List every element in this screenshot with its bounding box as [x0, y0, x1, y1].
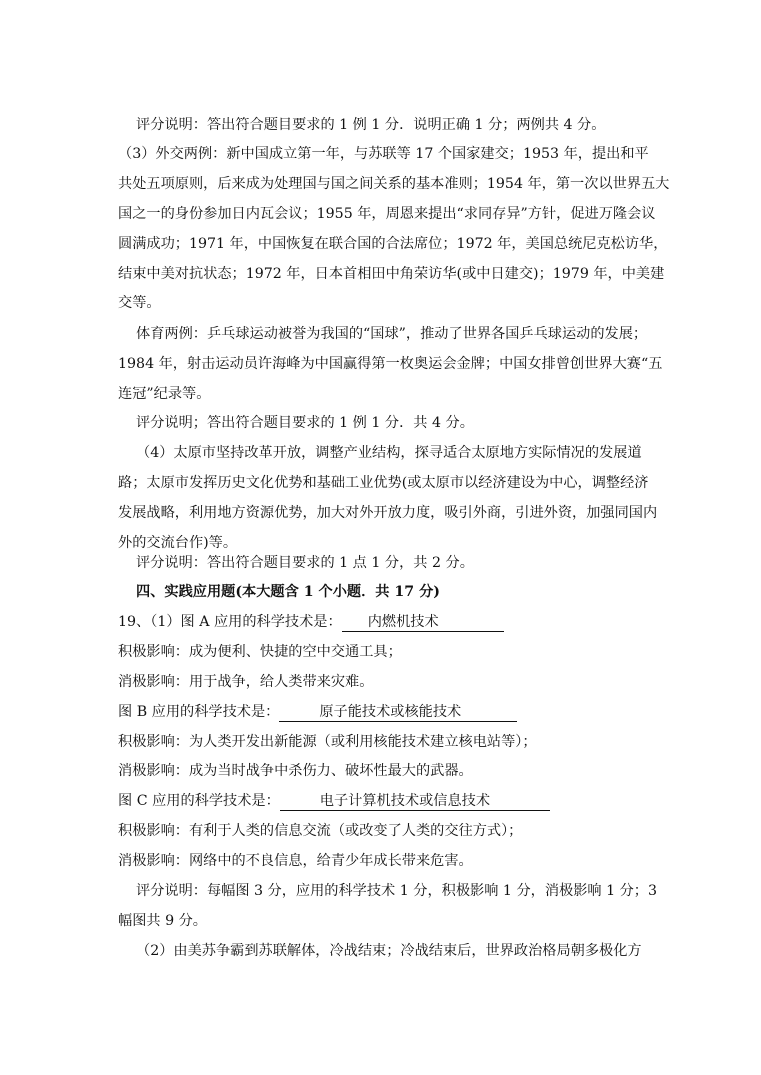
- q19-fig-b-negative: 消极影响：成为当时战争中杀伤力、破坏性最大的武器。: [118, 763, 473, 779]
- q19-scoring-note-cont: 幅图共 9 分。: [118, 913, 207, 929]
- q19-fig-a-positive: 积极影响：成为便利、快捷的空中交通工具；: [118, 644, 402, 660]
- answer-4-line: 路；太原市发挥历史文化优势和基础工业优势(或太原市以经济建设为中心，调整经济: [118, 475, 649, 491]
- q19-fig-c-negative: 消极影响：网络中的不良信息，给青少年成长带来危害。: [118, 853, 473, 869]
- q19-fig-a-line: [118, 612, 761, 632]
- answer-4-line: 发展战略，利用地方资源优势，加大对外开放力度，吸引外商，引进外资，加强同国内: [118, 505, 658, 521]
- q19-fig-b-positive: 积极影响：为人类开发出新能源（或利用核能技术建立核电站等）；: [118, 734, 537, 750]
- q19-fig-a-answer: 内燃机技术: [342, 613, 504, 632]
- answer-3-line: 共处五项原则，后来成为处理国与国之间关系的基本准则；1954 年，第一次以世界五大: [118, 176, 670, 192]
- answer-3-line: 结束中美对抗状态；1972 年，日本首相田中角荣访华(或中日建交)；1979 年，中美建: [118, 266, 665, 282]
- q19-fig-c-positive: 积极影响：有利于人类的信息交流（或改变了人类的交往方式）；: [118, 823, 523, 839]
- answer-3-line: 圆满成功；1971 年，中国恢复在联合国的合法席位；1972 年，美国总统尼克松访华，: [118, 236, 668, 252]
- q19-fig-c-line: [118, 791, 761, 811]
- scoring-note-4: 评分说明：答出符合题目要求的 1 点 1 分，共 2 分。: [136, 555, 474, 571]
- scoring-note-3: 评分说明；答出符合题目要求的 1 例 1 分．共 4 分。: [136, 415, 474, 431]
- q19-fig-a-prefix: 19、（1）图 A 应用的科学技术是：: [118, 614, 342, 630]
- answer-3-diplomacy: （3）外交两例：新中国成立第一年，与苏联等 17 个国家建交；1953 年，提出和平: [118, 146, 649, 162]
- q19-fig-c-answer: 电子计算机技术或信息技术: [280, 792, 550, 811]
- answer-4: （4）太原市坚持改革开放，调整产业结构，探寻适合太原地方实际情况的发展道: [136, 445, 642, 461]
- q19-fig-c-prefix: 图 C 应用的科学技术是：: [118, 793, 280, 809]
- section-heading-4: 四、实践应用题(本大题含 1 个小题．共 17 分): [136, 584, 440, 600]
- q19-fig-a-negative: 消极影响：用于战争，给人类带来灾难。: [118, 674, 374, 690]
- answer-3-line: 交等。: [118, 295, 161, 311]
- scoring-note-2: 评分说明：答出符合题目要求的 1 例 1 分．说明正确 1 分；两例共 4 分。: [136, 117, 606, 133]
- q19-fig-b-line: [118, 702, 761, 722]
- q19-part-2: （2）由美苏争霸到苏联解体，冷战结束；冷战结束后，世界政治格局朝多极化方: [136, 943, 642, 959]
- answer-4-line: 外的交流台作)等。: [118, 535, 238, 551]
- q19-fig-b-prefix: 图 B 应用的科学技术是：: [118, 704, 280, 720]
- q19-scoring-note: 评分说明：每幅图 3 分，应用的科学技术 1 分，积极影响 1 分，消极影响 1 分；3: [136, 883, 658, 899]
- answer-3-line: 连冠”纪录等。: [118, 386, 211, 402]
- answer-3-line: 国之一的身份参加日内瓦会议；1955 年，周恩来提出“求同存异”方针，促进万隆会议: [118, 206, 656, 222]
- answer-3-line: 1984 年，射击运动员许海峰为中国赢得第一枚奥运会金牌；中国女排曾创世界大赛“五: [118, 356, 663, 372]
- answer-3-sports: 体育两例：乒乓球运动被誉为我国的“国球”，推动了世界各国乒乓球运动的发展；: [136, 326, 648, 342]
- q19-fig-b-answer: 原子能技术或核能技术: [279, 703, 517, 722]
